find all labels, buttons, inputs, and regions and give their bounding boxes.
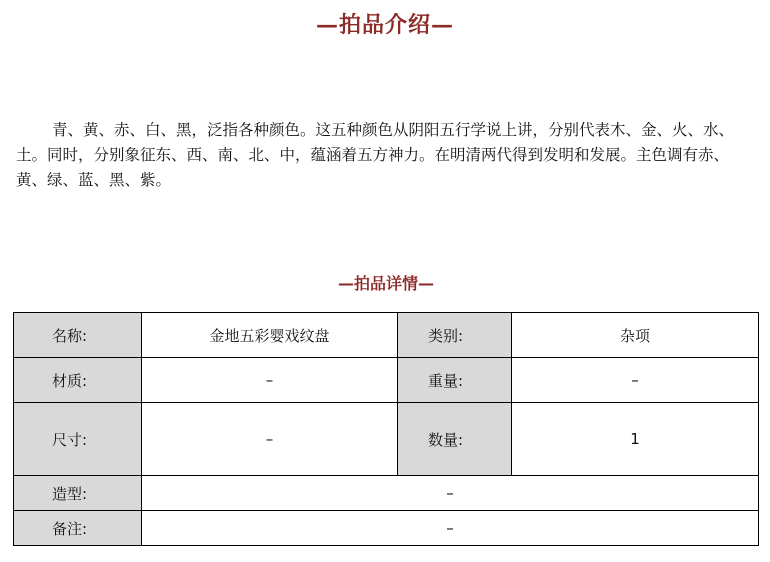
details-title: —拍品详情— xyxy=(337,274,434,293)
quantity-label: 数量: xyxy=(398,403,512,476)
remark-value: – xyxy=(142,511,759,546)
table-row xyxy=(14,403,759,476)
category-value: 杂项 xyxy=(512,313,759,358)
weight-value: – xyxy=(512,358,759,403)
name-label: 名称: xyxy=(14,313,142,358)
table-row xyxy=(14,313,759,358)
table-row xyxy=(14,358,759,403)
name-value: 金地五彩婴戏纹盘 xyxy=(142,313,398,358)
intro-title: —拍品介绍— xyxy=(315,12,454,38)
material-label: 材质: xyxy=(14,358,142,403)
material-value: – xyxy=(142,358,398,403)
table-row xyxy=(14,476,759,511)
quantity-value: 1 xyxy=(512,403,759,476)
category-label: 类别: xyxy=(398,313,512,358)
weight-label: 重量: xyxy=(398,358,512,403)
intro-description: 青、黄、赤、白、黑，泛指各种颜色。这五种颜色从阴阳五行学说上讲，分别代表木、金、火、水、土。同时，分别象征东、西、南、北、中，蕴涵着五方神力。在明清两代得到发明和发展。主色调有赤、黄、绿、蓝、黑、紫。 xyxy=(16,121,735,189)
size-value: – xyxy=(142,403,398,476)
details-table xyxy=(13,312,759,546)
remark-label: 备注: xyxy=(14,511,142,546)
table-row xyxy=(14,511,759,546)
size-label: 尺寸: xyxy=(14,403,142,476)
shape-label: 造型: xyxy=(14,476,142,511)
shape-value: – xyxy=(142,476,759,511)
